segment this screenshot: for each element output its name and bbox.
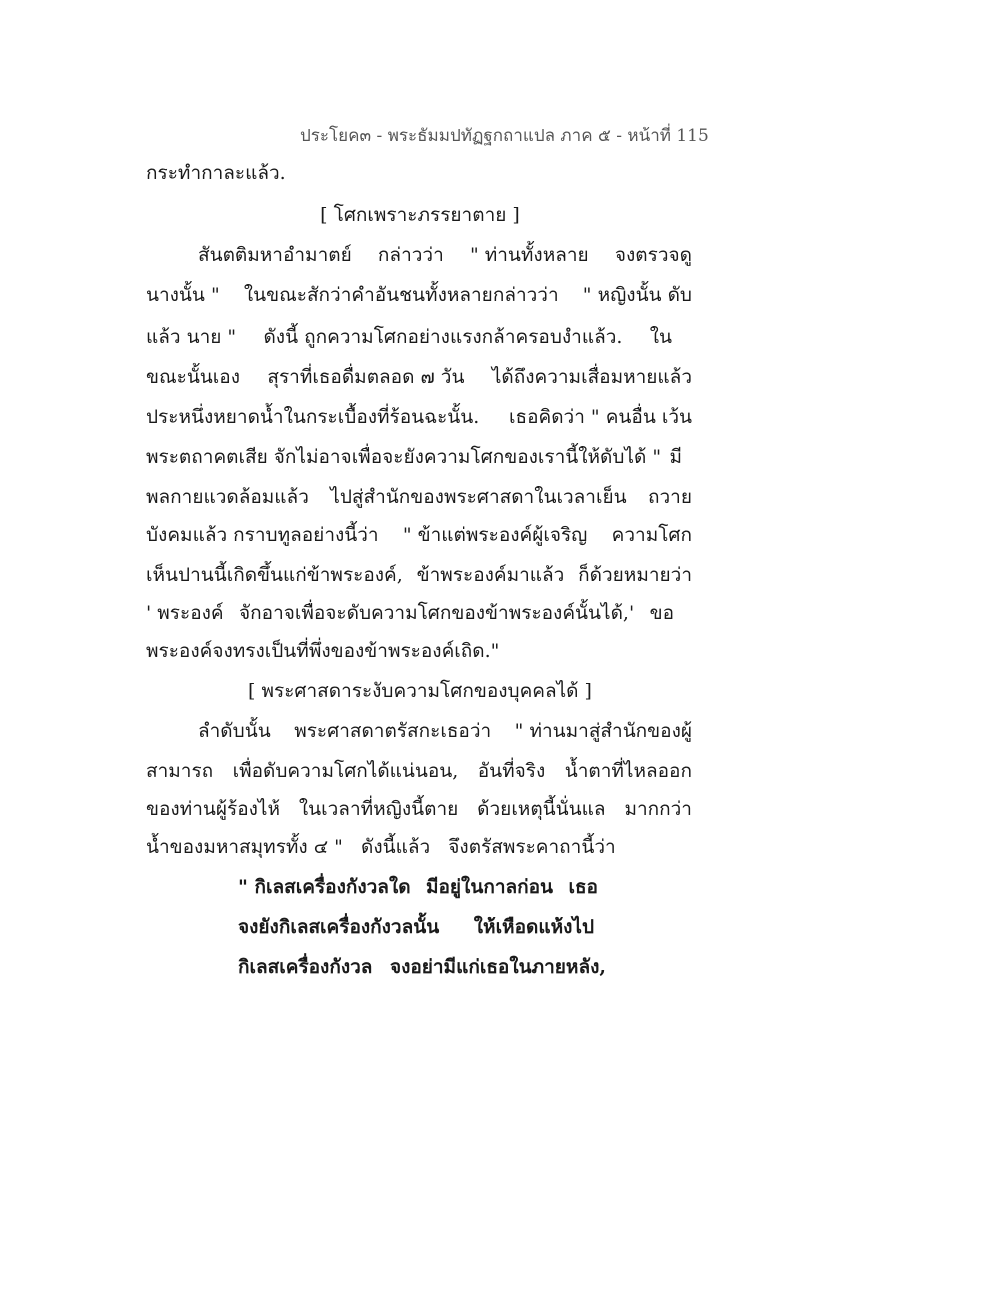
paragraph-line xyxy=(146,756,692,786)
paragraph-line xyxy=(146,402,692,432)
text-segment: จงตรวจดู xyxy=(614,244,692,266)
paragraph-line xyxy=(146,794,692,824)
text-segment: " ท่านทั้งหลาย xyxy=(469,244,589,266)
verse-line xyxy=(238,912,594,942)
section-heading: [ พระศาสดาระงับความโศกของบุคคลได้ ] xyxy=(248,680,592,702)
text-segment: ข้าพระองค์มาแล้ว xyxy=(416,564,565,586)
paragraph-line xyxy=(198,240,692,270)
text-segment: ได้ถึงความเสื่อมหายแล้ว xyxy=(491,366,692,388)
text-segment: ด้วยเหตุนี้นั่นแล xyxy=(477,798,606,820)
paragraph-line xyxy=(146,598,674,628)
text-segment: ขอ xyxy=(649,602,674,624)
verse-segment: " กิเลสเครื่องกังวลใด xyxy=(238,876,411,898)
paragraph-line xyxy=(146,362,692,392)
text-segment: สามารถ xyxy=(146,760,214,782)
text-segment: กล่าวว่า xyxy=(377,244,444,266)
text-segment: น้ำตาที่ไหลออก xyxy=(564,760,692,782)
text-segment: ดังนี้ ถูกความโศกอย่างแรงกล้าครอบงำแล้ว. xyxy=(263,326,623,348)
paragraph-line xyxy=(146,322,672,352)
paragraph-line xyxy=(146,560,692,590)
running-header: ประโยค๓ - พระธัมมปทัฏฐกถาแปล ภาค ๕ - หน้าที่ 115 xyxy=(300,126,709,146)
text-segment: พระตถาคตเสีย จักไม่อาจเพื่อจะยังความโศกของเรานี้ให้ดับได้ " xyxy=(146,446,662,468)
text-segment: ความโศก xyxy=(611,524,692,546)
text-segment: อันที่จริง xyxy=(477,760,546,782)
text-line: พระองค์จงทรงเป็นที่พึ่งของข้าพระองค์เถิด." xyxy=(146,640,500,662)
text-segment: ก็ด้วยหมายว่า xyxy=(578,564,692,586)
text-line: น้ำของมหาสมุทรทั้ง ๔ " ดังนี้แล้ว จึงตรัสพระคาถานี้ว่า xyxy=(146,836,616,858)
text-line: กระทำกาละแล้ว. xyxy=(146,162,286,184)
text-segment: ไปสู่สำนักของพระศาสดาในเวลาเย็น xyxy=(330,486,627,508)
text-segment: มี xyxy=(669,446,682,468)
text-segment: พระศาสดาตรัสกะเธอว่า xyxy=(294,720,492,742)
text-segment: เห็นปานนี้เกิดขึ้นแก่ข้าพระองค์, xyxy=(146,564,403,586)
paragraph-line xyxy=(146,280,692,310)
verse-segment: เธอ xyxy=(568,876,598,898)
text-segment: ถวาย xyxy=(648,486,692,508)
text-segment: บังคมแล้ว กราบทูลอย่างนี้ว่า xyxy=(146,524,379,546)
verse-segment: จงยังกิเลสเครื่องกังวลนั้น xyxy=(238,916,440,938)
verse-segment: จงอย่ามีแก่เธอในภายหลัง, xyxy=(389,956,606,978)
text-segment: นางนั้น " xyxy=(146,284,220,306)
text-segment: พลกายแวดล้อมแล้ว xyxy=(146,486,309,508)
text-segment: เพื่อดับความโศกได้แน่นอน, xyxy=(232,760,459,782)
text-segment: ในขณะสักว่าคำอันชนทั้งหลายกล่าวว่า xyxy=(243,284,559,306)
text-segment: " หญิงนั้น ดับ xyxy=(582,284,692,306)
section-heading: [ โศกเพราะภรรยาตาย ] xyxy=(320,204,520,226)
text-segment: ขณะนั้นเอง xyxy=(146,366,240,388)
paragraph-line xyxy=(146,520,692,550)
text-segment: ประหนึ่งหยาดน้ำในกระเบื้องที่ร้อนฉะนั้น. xyxy=(146,406,480,428)
verse-segment: กิเลสเครื่องกังวล xyxy=(238,956,373,978)
text-segment: ลำดับนั้น xyxy=(198,720,271,742)
verse-segment: ให้เหือดแห้งไป xyxy=(473,916,594,938)
text-segment: สุราที่เธอดื่มตลอด ๗ วัน xyxy=(267,366,465,388)
text-segment: " ท่านมาสู่สำนักของผู้ xyxy=(514,720,692,742)
text-segment: สันตติมหาอำมาตย์ xyxy=(198,244,352,266)
verse-line xyxy=(238,872,598,902)
text-segment: แล้ว นาย " xyxy=(146,326,237,348)
verse-segment: มีอยู่ในกาลก่อน xyxy=(425,876,554,898)
paragraph-line xyxy=(146,482,692,512)
text-segment: มากกว่า xyxy=(624,798,692,820)
text-segment: เธอคิดว่า " คนอื่น เว้น xyxy=(509,406,692,428)
verse-line xyxy=(238,952,606,982)
text-segment: " ข้าแต่พระองค์ผู้เจริญ xyxy=(402,524,588,546)
text-segment: ในเวลาที่หญิงนี้ตาย xyxy=(298,798,459,820)
text-segment: ใน xyxy=(649,326,672,348)
paragraph-line xyxy=(198,716,692,746)
text-segment: ของท่านผู้ร้องไห้ xyxy=(146,798,280,820)
text-segment: ' พระองค์ xyxy=(146,602,224,624)
paragraph-line xyxy=(146,442,682,472)
text-segment: จักอาจเพื่อจะดับความโศกของข้าพระองค์นั้นได้,' xyxy=(239,602,635,624)
